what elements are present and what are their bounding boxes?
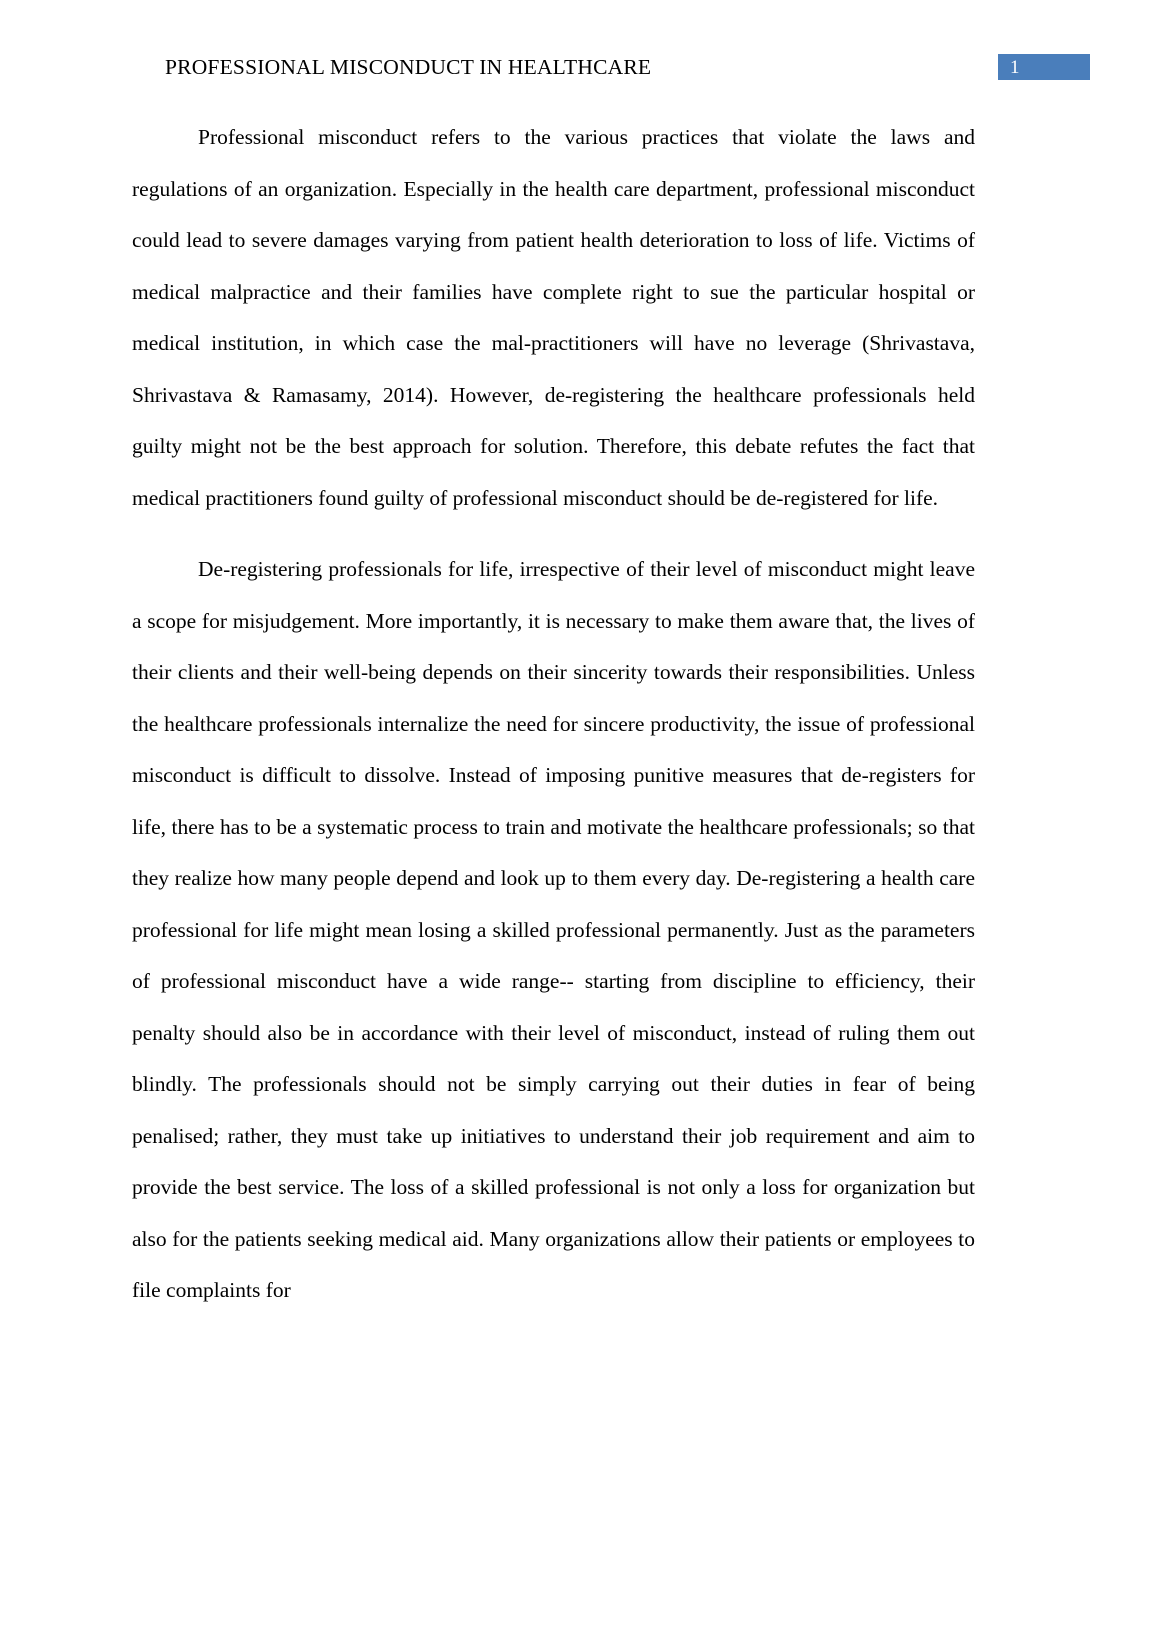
running-header xyxy=(132,52,1090,82)
body-paragraph-2: De-registering professionals for life, irrespective of their level of misconduct might leave a scope for misjudgement. More importantly, it is necessary to make them aware that, the lives of their clients and their well-being depends on their sincerity towards their responsibilities. Unless the healthcare professionals internalize the need for sincere productivity, the issue of professional misconduct is difficult to dissolve. Instead of imposing punitive measures that de-registers for life, there has to be a systematic process to train and motivate the healthcare professionals; so that they realize how many people depend and look up to them every day. De-registering a health care professional for life might mean losing a skilled professional permanently. Just as the parameters of professional misconduct have a wide range-- starting from discipline to efficiency, their penalty should also be in accordance with their level of misconduct, instead of ruling them out blindly. The professionals should not be simply carrying out their duties in fear of being penalised; rather, they must take up initiatives to understand their job requirement and aim to provide the best service. The loss of a skilled professional is not only a loss for organization but also for the patients seeking medical aid. Many organizations allow their patients or employees to file complaints for xyxy=(132,557,975,1302)
page-number-badge xyxy=(998,54,1090,80)
document-body xyxy=(132,112,975,1317)
running-header-title: PROFESSIONAL MISCONDUCT IN HEALTHCARE xyxy=(165,54,652,79)
body-paragraph-1: Professional misconduct refers to the various practices that violate the laws and regulations of an organization. Especially in the health care department, professional misconduct could lead to severe damages varying from patient health deterioration to loss of life. Victims of medical malpractice and their families have complete right to sue the particular hospital or medical institution, in which case the mal-practitioners will have no leverage (Shrivastava, Shrivastava & Ramasamy, 2014). However, de-registering the healthcare professionals held guilty might not be the best approach for solution. Therefore, this debate refutes the fact that medical practitioners found guilty of professional misconduct should be de-registered for life. xyxy=(132,125,975,510)
page-number: 1 xyxy=(1010,56,1020,78)
